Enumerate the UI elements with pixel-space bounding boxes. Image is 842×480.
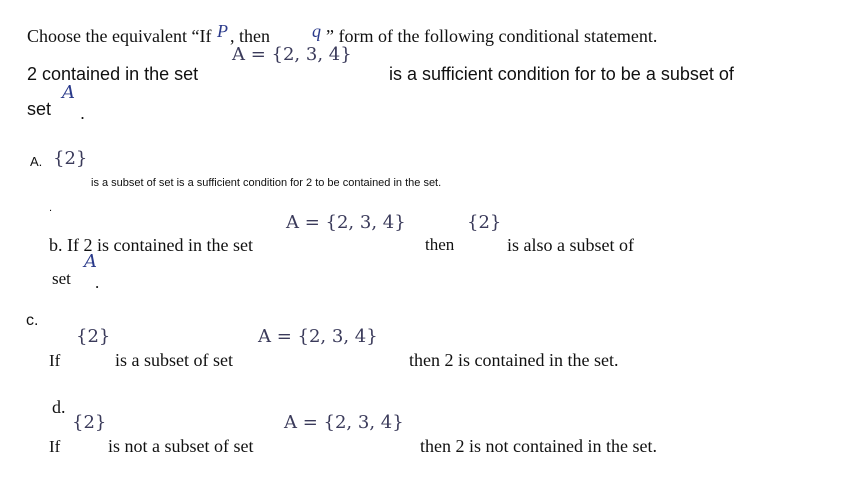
option-c-if: If bbox=[49, 351, 61, 370]
option-a-math: {2} bbox=[53, 148, 88, 169]
question-set-symbol: A bbox=[62, 82, 75, 103]
option-b-set-symbol: A bbox=[84, 251, 97, 272]
option-a-letter: A. bbox=[30, 154, 43, 169]
option-b-math: {2} bbox=[467, 212, 502, 233]
option-c-letter: c. bbox=[26, 312, 39, 329]
option-b-set-word: set bbox=[52, 269, 71, 288]
option-d-text: is not a subset of set bbox=[108, 436, 254, 456]
option-d-letter: d. bbox=[52, 397, 66, 417]
option-b-text: b. If 2 is contained in the set bbox=[49, 235, 253, 255]
question-text-line3: set bbox=[27, 99, 52, 119]
option-c-set-expression: A = {2, 3, 4} bbox=[258, 326, 378, 347]
option-c-math: {2} bbox=[76, 326, 111, 347]
question-text-then: , then bbox=[230, 26, 270, 46]
option-c-text: is a subset of set bbox=[115, 350, 233, 370]
option-b-then: then bbox=[425, 235, 455, 254]
option-a-text: is a subset of set is a sufficient condition for 2 to be contained in the set. bbox=[91, 177, 442, 189]
option-d-if: If bbox=[49, 437, 61, 456]
question-text-line2-right: is a sufficient condition for to be a subset of bbox=[389, 64, 734, 84]
option-d-set-expression: A = {2, 3, 4} bbox=[284, 412, 404, 433]
option-b-period: . bbox=[95, 273, 100, 292]
option-d-text-end: then 2 is not contained in the set. bbox=[420, 436, 657, 456]
question-text-line2-left: 2 contained in the set bbox=[27, 64, 199, 84]
option-d-math: {2} bbox=[72, 412, 107, 433]
option-c-text-end: then 2 is contained in the set. bbox=[409, 350, 619, 370]
option-b-dot: . bbox=[49, 202, 53, 214]
question-text-line1: Choose the equivalent “If bbox=[27, 26, 212, 46]
question-set-expression: A = {2, 3, 4} bbox=[232, 44, 352, 65]
question-period: . bbox=[80, 103, 86, 123]
option-b-set-expression: A = {2, 3, 4} bbox=[286, 212, 406, 233]
p-symbol: P bbox=[217, 21, 228, 41]
q-symbol: q bbox=[312, 21, 321, 41]
question-text-line1-end: ” form of the following conditional statement. bbox=[326, 26, 658, 46]
option-b-text-end: is also a subset of bbox=[507, 235, 634, 255]
